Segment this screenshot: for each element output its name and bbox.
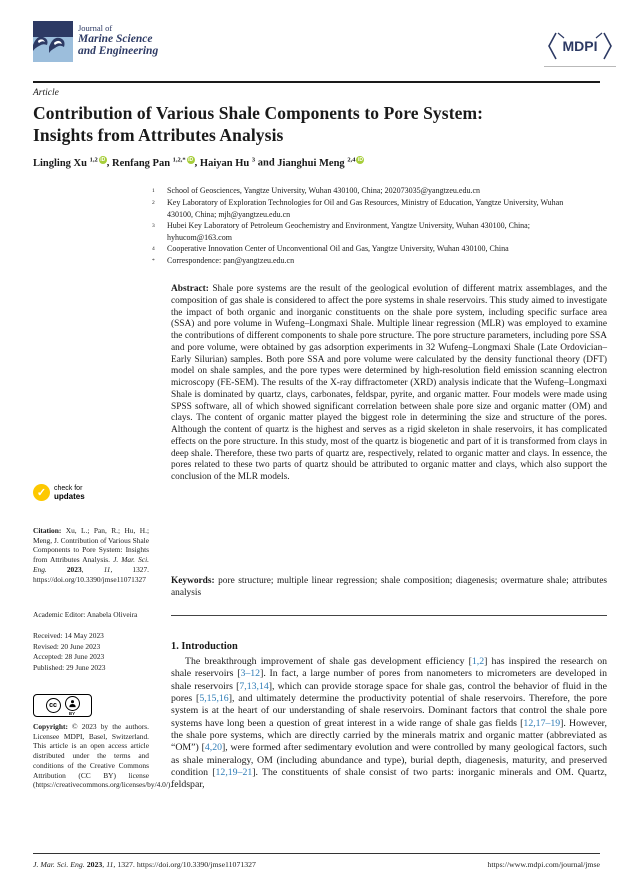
- svg-text:MDPI: MDPI: [562, 38, 598, 54]
- journal-name-line1: Marine Science: [78, 32, 153, 45]
- check-for-updates-label: check for updates: [54, 484, 85, 501]
- accepted-date: Accepted: 28 June 2023: [33, 652, 105, 662]
- journal-title-block: [78, 24, 158, 57]
- keywords-label: Keywords:: [171, 576, 215, 586]
- journal-logo: [33, 21, 73, 62]
- correspondence: * Correspondence: pan@yangtzeu.edu.cn: [152, 256, 295, 266]
- footer: [33, 860, 600, 869]
- footer-journal-url[interactable]: https://www.mdpi.com/journal/jmse: [487, 860, 600, 869]
- received-date: Received: 14 May 2023: [33, 631, 104, 640]
- author-4: Jianghui Meng $^{2,4}$ iD: [277, 156, 363, 169]
- introduction-paragraph: The breakthrough improvement of shale gas development efficiency [1,2] has inspired the research on shale reservoirs [3–12]. In fact, a large number of pores from nanometers to micrometers are developed in shale reservoirs [7,13,14], which can provide storage space for shale gas, control the behavior of fluid in the pores [5,15,16], and ultimately determine the productivity potential of shale reservoirs. Therefore, the pore system is at the heart of our understanding of shale reservoirs. Dominant factors that control the shale pore systems have long been a question of great interest in a wide range of shale gas fields [12,17–19]. However, the shale pore systems, which are directly carried by the minerals matrix and organic matter (abbreviated as “OM”) [4,20], were formed after sedimentary evolution and were controlled by many geological factors, such as shale mineralogy, OM (including abundance and type), burial depth, diagenesis, maturity, and preserved condition [12,19–21]. The constituents of shale consist of two parts: inorganic minerals and OM. Quartz, feldspar,: [171, 656, 608, 791]
- check-for-updates-badge[interactable]: [33, 484, 85, 501]
- footer-citation[interactable]: J. Mar. Sci. Eng. 2023, 11, 1327. https://doi.org/10.3390/jmse11071327: [33, 860, 256, 869]
- copyright-block: Copyright: © 2023 by the authors. Licensee MDPI, Basel, Switzerland. This article is an open access article distributed under the terms and conditions of the Creative Commons Attribution (CC BY) license (https://creativecommons.org/licenses/by/4.0/).: [33, 722, 173, 790]
- orcid-icon[interactable]: iD: [100, 157, 106, 163]
- affiliation-4: 4 Cooperative Innovation Center of Unconventional Oil and Gas, Yangtze University, Wuhan 430100, China: [152, 244, 509, 254]
- author-1: Lingling Xu $^{1,2}$ iD: [33, 156, 106, 169]
- author-3: Haiyan Hu $^3$: [199, 156, 256, 169]
- journal-logo-waves-icon: [33, 21, 73, 62]
- published-date: Published: 29 June 2023: [33, 663, 106, 673]
- orcid-icon[interactable]: iD: [188, 157, 194, 163]
- header-rule: [33, 81, 600, 83]
- affiliation-2: 2 Key Laboratory of Exploration Technologies for Oil and Gas Resources, Ministry of Education, Yangtze University, Wuhan 430100, China; mjh@yangtzeu.edu.cn: [152, 198, 564, 219]
- mdpi-logo: [546, 29, 614, 63]
- revised-date: Revised: 20 June 2023: [33, 641, 101, 651]
- title-line-1: Contribution of Various Shale Components to Pore System:: [33, 103, 484, 123]
- abstract: [171, 284, 607, 484]
- affiliation-1: 1 School of Geosciences, Yangtze University, Wuhan 430100, China; 202073035@yangtzeu.edu.cn: [152, 186, 480, 195]
- academic-editor-line: Academic Editor: Anabela Oliveira: [33, 610, 138, 619]
- mdpi-logo-frame-icon: [546, 29, 614, 63]
- author-line: Lingling Xu $^{1,2}$ iD , Renfang Pan $^{1,2,*}$ iD , Haiyan Hu $^3$ and Jianghui Meng $^{2,4}$ iD: [33, 156, 363, 169]
- section-heading-introduction: 1. Introduction: [171, 641, 238, 652]
- cc-by-license-badge[interactable]: [33, 694, 92, 717]
- mdpi-underline: [544, 66, 616, 67]
- title-line-2: Insights from Attributes Analysis: [33, 125, 284, 145]
- journal-prefix: Journal of: [78, 23, 113, 33]
- checkmark-icon: ✓: [33, 484, 50, 501]
- abstract-label: Abstract:: [171, 284, 209, 294]
- footer-rule: [33, 853, 600, 854]
- keywords: [171, 576, 607, 600]
- orcid-icon[interactable]: iD: [357, 157, 363, 163]
- affiliation-3: 3 Hubei Key Laboratory of Petroleum Geochemistry and Environment, Yangtze University, Wuhan 430100, China; hyhucom@163.com: [152, 221, 530, 242]
- affiliations-block: [152, 185, 607, 268]
- keywords-rule: [171, 615, 607, 616]
- keywords-text: pore structure; multiple linear regression; shale composition; diagenesis; overmature shale; attributes analysis: [171, 576, 607, 598]
- page-title: [33, 102, 593, 146]
- person-icon: [65, 696, 80, 711]
- journal-name-line2: and Engineering: [78, 44, 159, 57]
- citation-block: Citation: Xu, L.; Pan, R.; Hu, H.; Meng, J. Contribution of Various Shale Components to Pore System: Insights from Attributes Analysis. J. Mar. Sci. Eng. 2023, 11, 1327. https://doi.org/10.3390/jmse11071327: [33, 526, 150, 584]
- by-label: BY: [68, 710, 76, 716]
- article-type-label: Article: [33, 88, 59, 98]
- history-dates-block: [33, 631, 149, 674]
- abstract-text: Shale pore systems are the result of the geological evolution of different matrix assemblages, and the composition of gas shale is considered to affect the pore systems in shale reservoirs. This study aimed to investigate the impact of both organic and inorganic constituents on the shale pore system, including specific surface area (SSA) and pore volume in Wufeng–Longmaxi Shale. Multiple linear regression (MLR) was employed to examine the contributions of different components to shale pore structure. The pore structure parameters, including pore SSA and pore volume, were obtained by gas adsorption experiments in 32 Wufeng–Longmaxi Shale (Late Ordovician–Early Silurian) samples. Both pore SSA and pore volume were calculated by the density functional theory (DFT) model on shale samples, and the pore types were determined by high-resolution field emission scanning electron microscopy (FE-SEM). The results of the X-ray diffractometer (XRD) analysis indicate that the Wufeng–Longmaxi Shale is dominated by quartz, clays, carbonates, feldspar, pyrite, and organic matter. Four models were made using SPSS software, all of which showed significant correlation between shale pore size and organic matter (OM) and clays. The content of organic matter played the biggest role in determining the size and structure of the pores. Although the content of quartz is the highest and serves as a rigid skeleton in shale reservoirs, it has complicated effects on the pore structure. In this study, most of the quartz is biogenetic and part of it is transformed from clays in deep shale. Therefore, these two parts of quartz are, respectively, related to organic matter and clays. In essence, the pores related to these two parts of quartz should be attributed to organic matter and clays, which also support the conclusion of the MLR models.: [171, 284, 607, 482]
- cc-by-group: [65, 696, 80, 716]
- author-2: Renfang Pan $^{1,2,*}$ iD: [111, 156, 194, 169]
- cc-icon: cc: [46, 698, 61, 713]
